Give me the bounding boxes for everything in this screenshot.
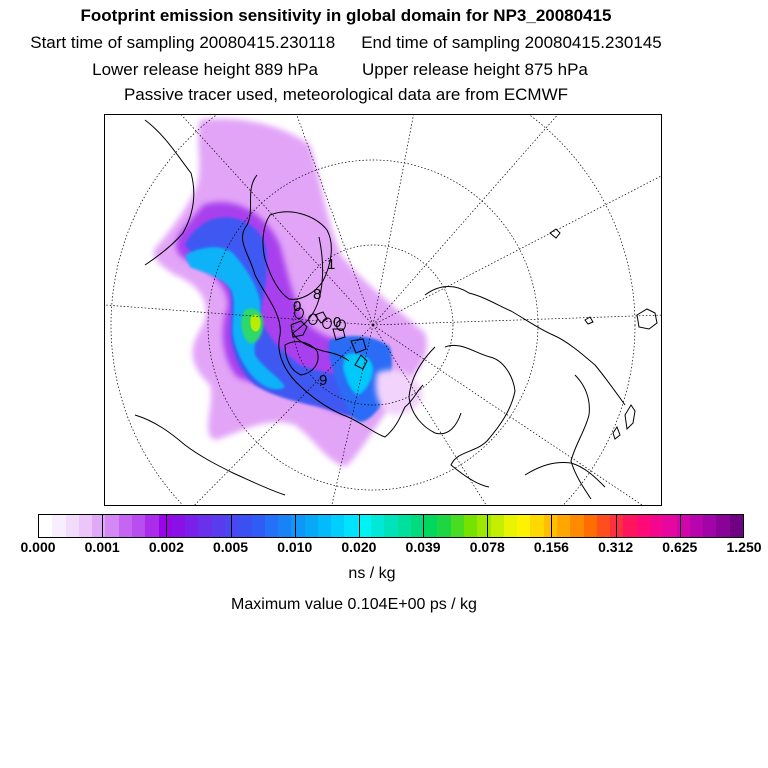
meridian	[373, 315, 662, 325]
plume-yellowgreen	[250, 315, 260, 332]
colorbar-tick-label: 0.625	[662, 539, 698, 555]
colorbar-cell	[637, 515, 650, 537]
track-label: 9	[319, 372, 328, 389]
colorbar-tick-label: 0.002	[148, 539, 184, 555]
tracer-note: Passive tracer used, meteorological data are from ECMWF	[123, 85, 569, 104]
chart-title: Footprint emission sensitivity in global domain for NP3_20080415	[80, 6, 612, 25]
colorbar-cell	[344, 515, 357, 537]
release-heights	[0, 60, 724, 80]
track-label: 0	[333, 314, 342, 331]
colorbar-cell	[52, 515, 65, 537]
meridian	[373, 115, 425, 325]
colorbar-tick-label: 1.250	[726, 539, 762, 555]
colorbar-cell	[437, 515, 450, 537]
lower-height-text: Lower release height 889 hPa	[92, 60, 318, 79]
colorbar-cell	[584, 515, 597, 537]
colorbar-cell	[424, 515, 437, 537]
colorbar-cell	[225, 515, 238, 537]
upper-height-text: Upper release height 875 hPa	[362, 60, 588, 79]
colorbar-cell	[278, 515, 291, 537]
map-canvas	[105, 115, 662, 506]
colorbar-cell	[185, 515, 198, 537]
max-value-text: Maximum value 0.104E+00 ps / kg	[231, 596, 477, 613]
track-label: 0	[293, 298, 302, 315]
colorbar-cell	[198, 515, 211, 537]
colorbar-cell	[517, 515, 530, 537]
end-time-text: End time of sampling 20080415.230145	[361, 33, 662, 52]
colorbar-cell	[663, 515, 676, 537]
colorbar	[38, 514, 744, 538]
colorbar-separator	[423, 515, 424, 537]
colorbar-cell	[331, 515, 344, 537]
sampling-times	[0, 33, 730, 53]
meridian	[373, 325, 645, 506]
colorbar-separator	[295, 515, 296, 537]
north-pacific-coast	[525, 463, 605, 488]
colorbar-cell	[305, 515, 318, 537]
colorbar-cell	[252, 515, 265, 537]
colorbar-separator	[680, 515, 681, 537]
colorbar-separator	[616, 515, 617, 537]
colorbar-cell	[464, 515, 477, 537]
colorbar-tick-label: 0.001	[84, 539, 120, 555]
track-label: 8	[313, 286, 322, 303]
colorbar-cell	[384, 515, 397, 537]
colorbar-cell	[318, 515, 331, 537]
colorbar-tick-label: 0.156	[533, 539, 569, 555]
colorbar-cell	[703, 515, 716, 537]
colorbar-cell	[677, 515, 690, 537]
colorbar-tick-label: 0.039	[405, 539, 441, 555]
colorbar-cell	[623, 515, 636, 537]
colorbar-cell	[105, 515, 118, 537]
colorbar-cell	[690, 515, 703, 537]
colorbar-cell	[530, 515, 543, 537]
eurasia-coast	[445, 345, 515, 487]
colorbar-cell	[477, 515, 490, 537]
colorbar-separator	[166, 515, 167, 537]
east-asia-coast	[571, 375, 591, 499]
unit-label: ns / kg	[348, 565, 396, 582]
colorbar-cell	[39, 515, 52, 537]
colorbar-cell	[504, 515, 517, 537]
colorbar-separator	[231, 515, 232, 537]
colorbar-cell	[92, 515, 105, 537]
map-panel	[104, 114, 662, 506]
colorbar-cell	[597, 515, 610, 537]
colorbar-cell	[570, 515, 583, 537]
colorbar-tick-labels	[0, 539, 768, 559]
start-time-text: Start time of sampling 20080415.230118	[30, 33, 336, 52]
colorbar-tick-label: 0.000	[20, 539, 56, 555]
colorbar-cell	[610, 515, 623, 537]
colorbar-cell	[159, 515, 172, 537]
colorbar-cell	[212, 515, 225, 537]
colorbar-cell	[66, 515, 79, 537]
colorbar-cell	[398, 515, 411, 537]
colorbar-tick-label: 0.312	[598, 539, 634, 555]
colorbar-cell	[557, 515, 570, 537]
colorbar-cell	[79, 515, 92, 537]
colorbar-cell	[145, 515, 158, 537]
colorbar-cell	[544, 515, 557, 537]
colorbar-cell	[451, 515, 464, 537]
colorbar-cell	[491, 515, 504, 537]
colorbar-cell	[265, 515, 278, 537]
colorbar-separator	[102, 515, 103, 537]
colorbar-cell	[291, 515, 304, 537]
colorbar-cell	[238, 515, 251, 537]
meridian	[373, 175, 662, 325]
meridian	[373, 115, 575, 325]
colorbar-cell	[119, 515, 132, 537]
colorbar-cell	[650, 515, 663, 537]
colorbar-cell	[716, 515, 729, 537]
colorbar-tick-label: 0.010	[277, 539, 313, 555]
colorbar-separator	[551, 515, 552, 537]
footprint-field	[154, 119, 427, 467]
colorbar-cell	[132, 515, 145, 537]
colorbar-separator	[487, 515, 488, 537]
pacific-islands	[550, 229, 657, 329]
colorbar-tick-label: 0.005	[213, 539, 249, 555]
colorbar-cell	[371, 515, 384, 537]
colorbar-separator	[359, 515, 360, 537]
colorbar-tick-label: 0.020	[341, 539, 377, 555]
colorbar-cell	[172, 515, 185, 537]
colorbar-cell	[730, 515, 743, 537]
colorbar-tick-label: 0.078	[469, 539, 505, 555]
track-label: 1	[327, 256, 336, 273]
